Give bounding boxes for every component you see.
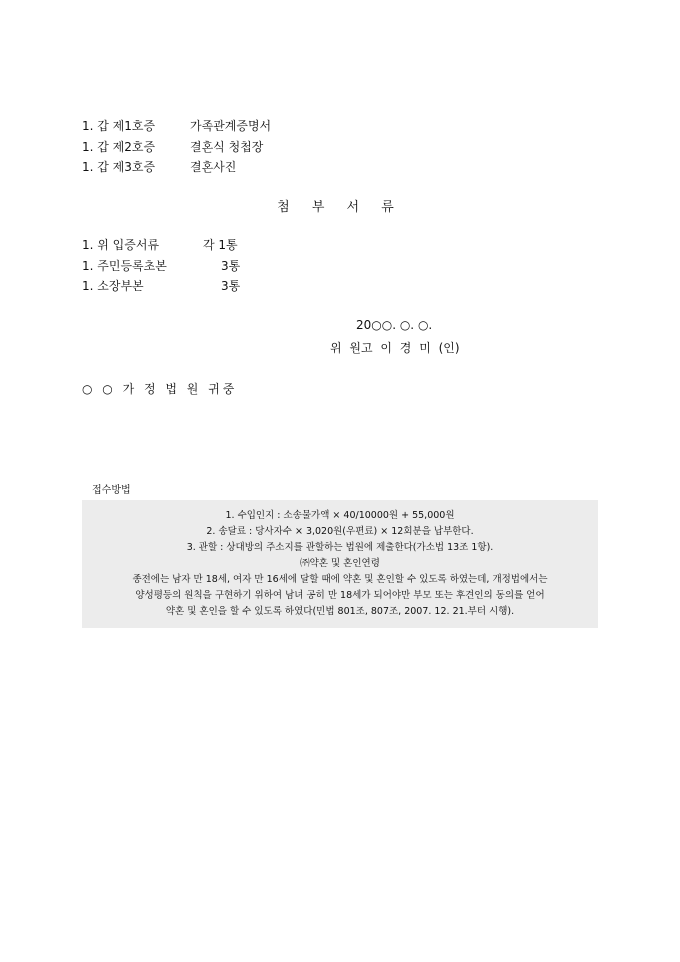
plaintiff-signature: 위 원고 이 경 미 (인) — [330, 341, 460, 355]
evidence-code-3: 1. 갑 제3호증 — [82, 160, 156, 174]
filing-method-label: 접수방법 — [92, 485, 131, 496]
filing-line-1: 1. 수입인지 : 소송물가액 × 40/10000원 + 55,000원 — [225, 510, 455, 521]
filing-line-5: 종전에는 남자 만 18세, 여자 만 16세에 달할 때에 약혼 및 혼인할 수 있도록 하였는데, 개정법에서는 — [132, 574, 548, 585]
attachments-title: 첨 부 서 류 — [277, 200, 403, 215]
evidence-code-1: 1. 갑 제1호증 — [82, 119, 156, 133]
filing-line-7: 약혼 및 혼인을 할 수 있도록 하였다(민법 801조, 807조, 2007. 12. 21.부터 시행). — [165, 606, 515, 617]
court-addressee: ○ ○ 가 정 법 원 귀중 — [82, 382, 238, 396]
attachment-name-3: 1. 소장부본 — [82, 279, 144, 293]
attachment-name-2: 1. 주민등록초본 — [82, 259, 167, 273]
attachment-count-2: 3통 — [221, 259, 241, 273]
filing-line-6: 양성평등의 원칙을 구현하기 위하여 남녀 공히 만 18세가 되어야만 부모 또는 후견인의 동의를 얻어 — [135, 590, 545, 601]
filing-method-box — [82, 500, 598, 628]
filing-line-4: ㈜약혼 및 혼인연령 — [300, 558, 380, 569]
filing-line-2: 2. 송달료 : 당사자수 × 3,020원(우편료) × 12회분을 납부한다. — [206, 526, 474, 537]
filing-line-3: 3. 관할 : 상대방의 주소지를 관할하는 법원에 제출한다(가소법 13조 1항). — [186, 542, 494, 553]
attachment-name-1: 1. 위 입증서류 — [82, 238, 160, 252]
evidence-code-2: 1. 갑 제2호증 — [82, 140, 156, 154]
evidence-desc-3: 결혼사진 — [190, 160, 237, 174]
evidence-desc-2: 결혼식 청첩장 — [190, 140, 264, 154]
document-date: 20○○. ○. ○. — [356, 318, 433, 332]
attachment-count-3: 3통 — [221, 279, 241, 293]
attachment-count-1: 각 1통 — [203, 238, 238, 252]
evidence-desc-1: 가족관계증명서 — [190, 119, 272, 133]
